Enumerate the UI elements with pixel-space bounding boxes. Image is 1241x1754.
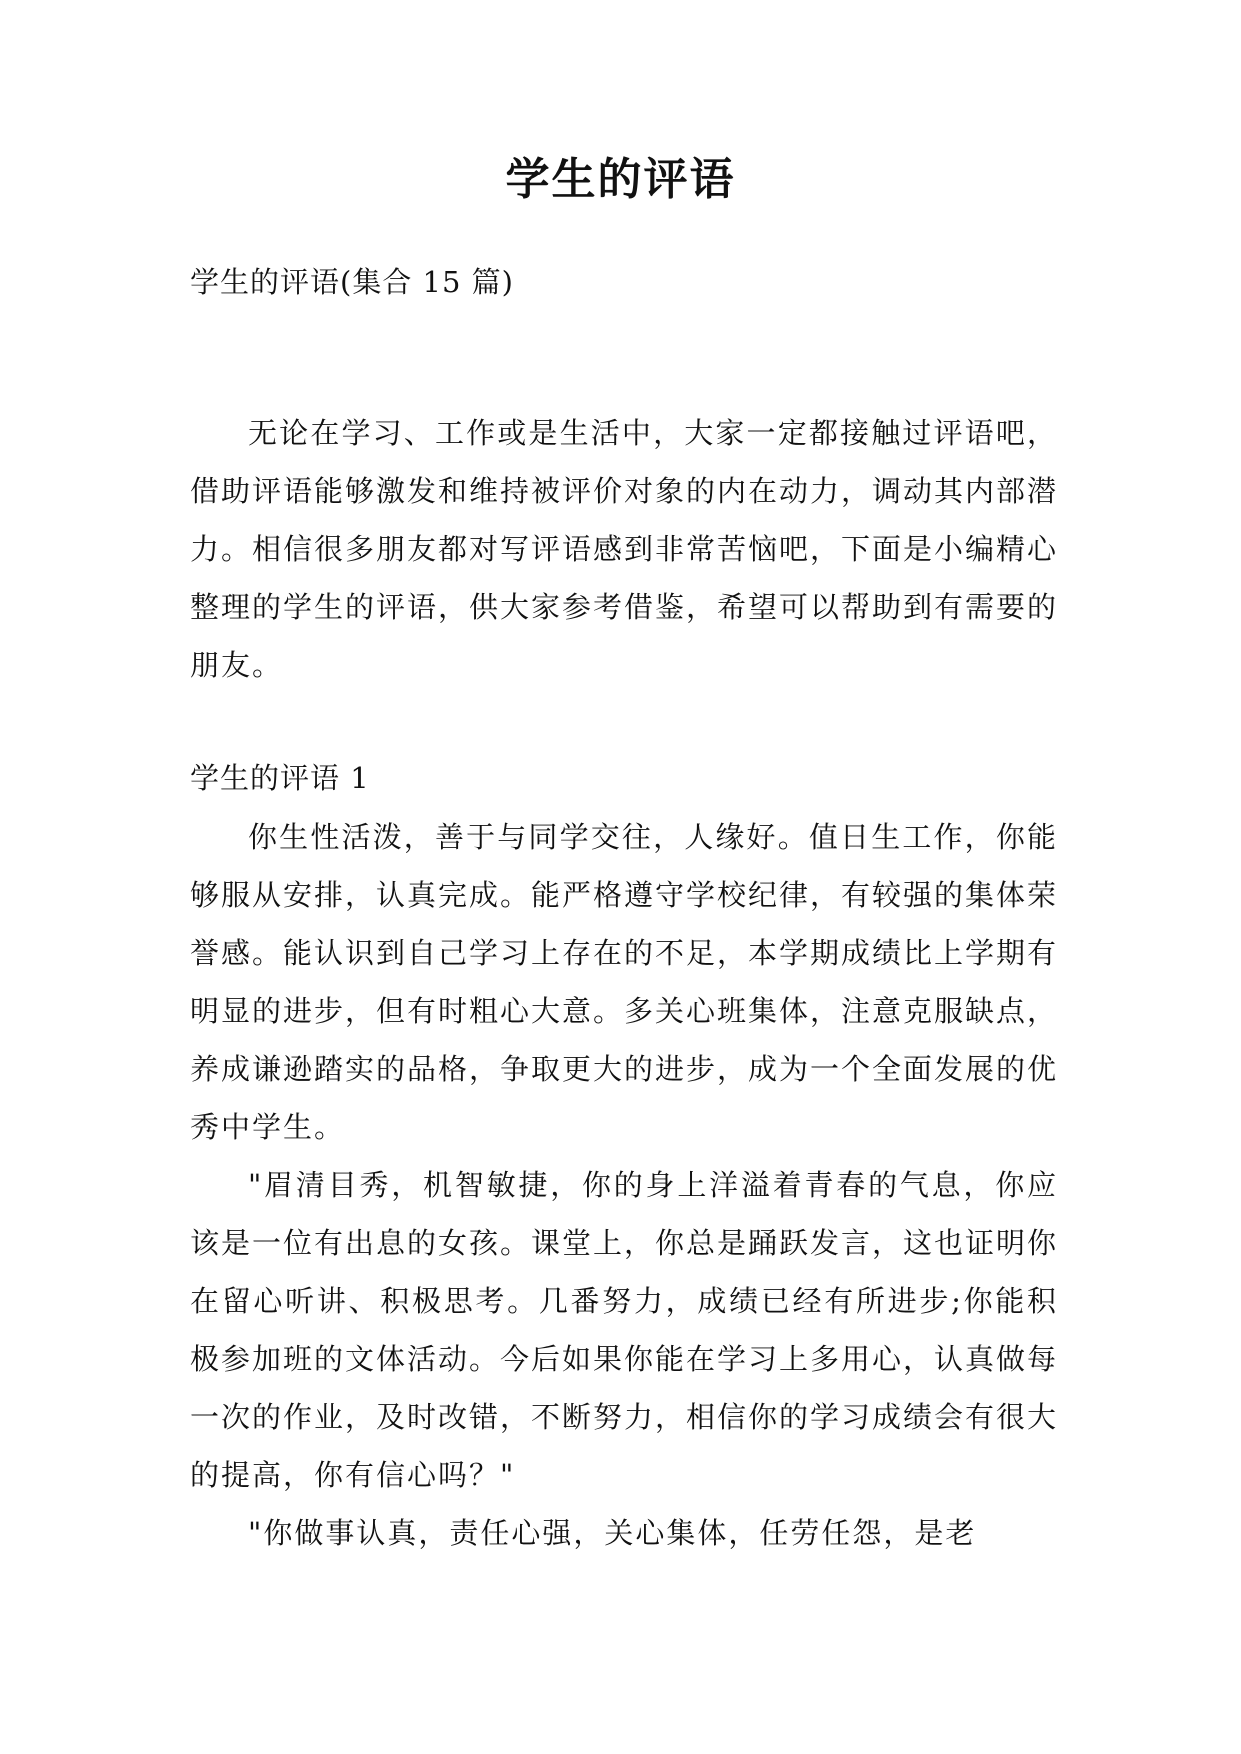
comment-paragraph-3: "你做事认真，责任心强，关心集体，任劳任怨，是老 (248, 1516, 977, 1550)
document-title: 学生的评语 (505, 154, 736, 205)
intro-paragraph: 无论在学习、工作或是生活中，大家一定都接触过评语吧，借助评语能够激发和维持被评价对象的内在动力，调动其内部潜力。相信很多朋友都对写评语感到非常苦恼吧，下面是小编精心整理的学生的评语，供大家参考借鉴，希望可以帮助到有需要的朋友。 (190, 416, 1059, 682)
document-subtitle: 学生的评语(集合 15 篇) (190, 265, 514, 299)
comment-paragraph-1: 你生性活泼，善于与同学交往，人缘好。值日生工作，你能够服从安排，认真完成。能严格遵守学校纪律，有较强的集体荣誉感。能认识到自己学习上存在的不足，本学期成绩比上学期有明显的进步，但有时粗心大意。多关心班集体，注意克服缺点，养成谦逊踏实的品格，争取更大的进步，成为一个全面发展的优秀中学生。 (190, 820, 1059, 1144)
section-heading: 学生的评语 1 (190, 761, 370, 795)
comment-paragraph-2: "眉清目秀，机智敏捷，你的身上洋溢着青春的气息，你应该是一位有出息的女孩。课堂上，你总是踊跃发言，这也证明你在留心听讲、积极思考。几番努力，成绩已经有所进步;你能积极参加班的文体活动。今后如果你能在学习上多用心，认真做每一次的作业，及时改错，不断努力，相信你的学习成绩会有很大的提高，你有信心吗？" (190, 1168, 1059, 1492)
